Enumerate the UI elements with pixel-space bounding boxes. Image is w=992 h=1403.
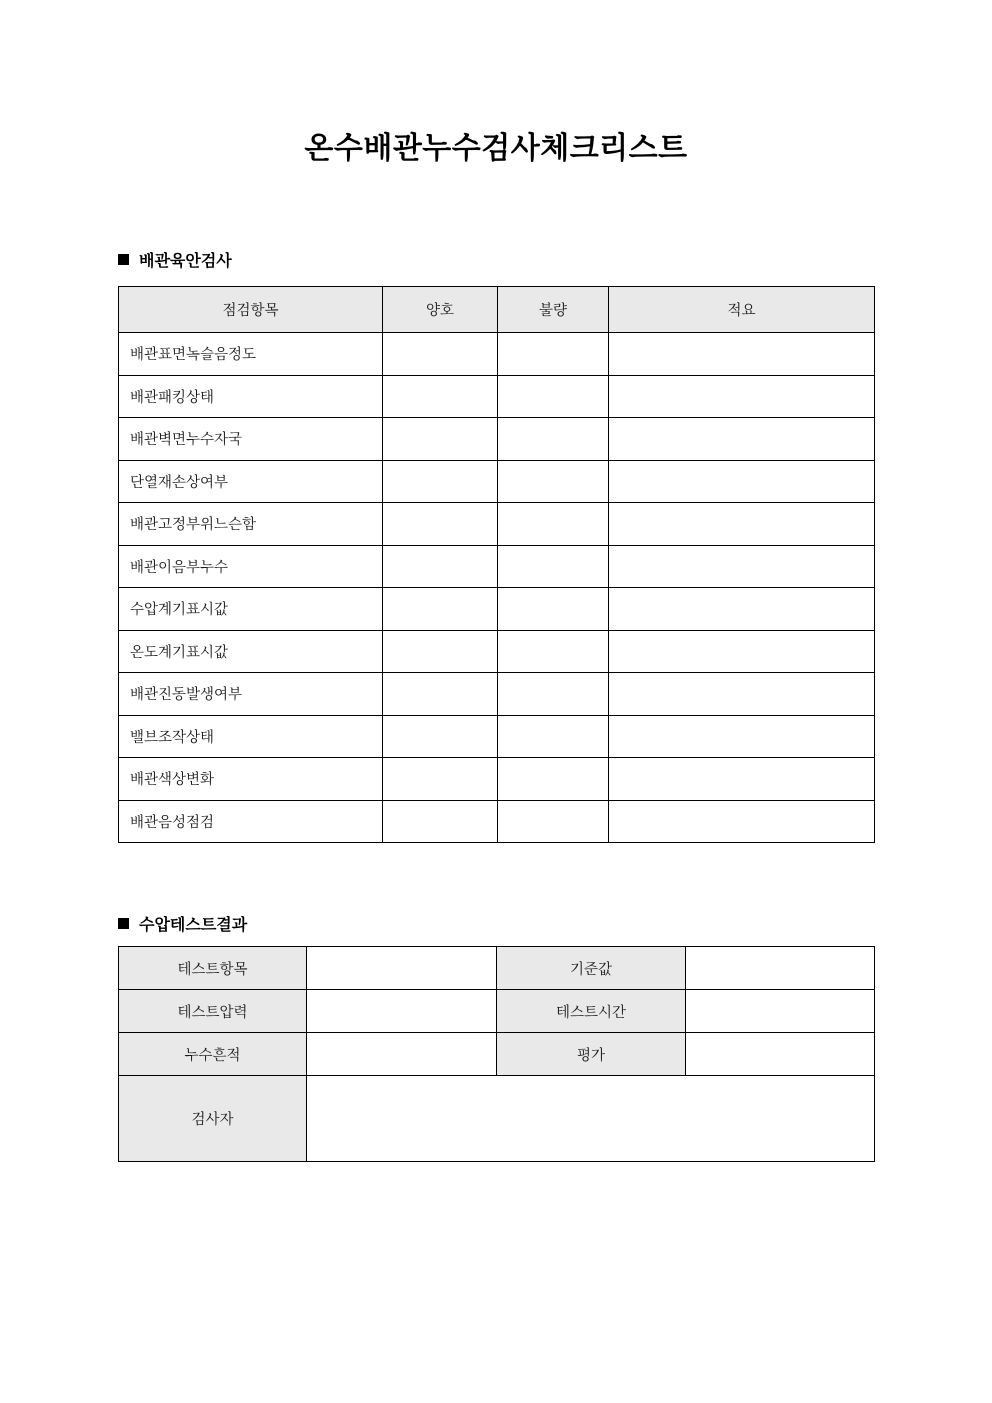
table-row (119, 460, 875, 503)
inspection-item-label: 배관색상변화 (119, 758, 383, 801)
inspector-label: 검사자 (119, 1076, 307, 1162)
pressure-value-left[interactable] (307, 1033, 497, 1076)
inspection-good-cell[interactable] (383, 800, 498, 843)
inspection-good-cell[interactable] (383, 545, 498, 588)
column-header-remark: 적요 (609, 287, 875, 333)
inspection-good-cell[interactable] (383, 758, 498, 801)
table-row (119, 800, 875, 843)
inspection-good-cell[interactable] (383, 333, 498, 376)
section-heading-visual-inspection (118, 248, 232, 271)
pressure-label-right: 기준값 (497, 947, 686, 990)
table-row (119, 375, 875, 418)
pressure-label-right: 평가 (497, 1033, 686, 1076)
table-row (119, 588, 875, 631)
pressure-label-left: 테스트압력 (119, 990, 307, 1033)
inspection-item-label: 단열재손상여부 (119, 460, 383, 503)
table-row (119, 947, 875, 990)
inspection-good-cell[interactable] (383, 418, 498, 461)
inspection-remark-cell[interactable] (609, 418, 875, 461)
table-row (119, 1076, 875, 1162)
inspection-item-label: 배관표면녹슬음정도 (119, 333, 383, 376)
inspection-remark-cell[interactable] (609, 758, 875, 801)
pressure-value-left[interactable] (307, 947, 497, 990)
column-header-bad: 불량 (498, 287, 609, 333)
visual-inspection-table (118, 286, 875, 843)
inspection-remark-cell[interactable] (609, 588, 875, 631)
table-row (119, 758, 875, 801)
page-title: 온수배관누수검사체크리스트 (304, 132, 688, 165)
inspection-good-cell[interactable] (383, 715, 498, 758)
inspection-remark-cell[interactable] (609, 333, 875, 376)
inspection-remark-cell[interactable] (609, 673, 875, 716)
pressure-value-right[interactable] (686, 990, 875, 1033)
table-row (119, 673, 875, 716)
inspection-bad-cell[interactable] (498, 418, 609, 461)
pressure-value-left[interactable] (307, 990, 497, 1033)
section-heading-label: 배관육안검사 (139, 253, 232, 270)
inspection-bad-cell[interactable] (498, 758, 609, 801)
section-heading-pressure-test (118, 912, 247, 935)
inspection-item-label: 온도계기표시값 (119, 630, 383, 673)
column-header-good: 양호 (383, 287, 498, 333)
square-bullet-icon (118, 254, 129, 265)
section-heading-label: 수압테스트결과 (139, 917, 248, 934)
inspection-bad-cell[interactable] (498, 588, 609, 631)
pressure-label-right: 테스트시간 (497, 990, 686, 1033)
table-row (119, 545, 875, 588)
table-row (119, 333, 875, 376)
inspection-good-cell[interactable] (383, 503, 498, 546)
inspection-bad-cell[interactable] (498, 715, 609, 758)
square-bullet-icon (118, 918, 129, 929)
inspection-item-label: 배관벽면누수자국 (119, 418, 383, 461)
inspection-item-label: 수압계기표시값 (119, 588, 383, 631)
table-row (119, 503, 875, 546)
inspection-bad-cell[interactable] (498, 375, 609, 418)
inspection-remark-cell[interactable] (609, 715, 875, 758)
inspection-good-cell[interactable] (383, 630, 498, 673)
inspection-good-cell[interactable] (383, 588, 498, 631)
inspector-signature-field[interactable] (307, 1076, 875, 1162)
inspection-remark-cell[interactable] (609, 630, 875, 673)
pressure-value-right[interactable] (686, 1033, 875, 1076)
inspection-bad-cell[interactable] (498, 333, 609, 376)
table-header-row (119, 287, 875, 333)
inspection-item-label: 배관이음부누수 (119, 545, 383, 588)
inspection-item-label: 밸브조작상태 (119, 715, 383, 758)
inspection-item-label: 배관진동발생여부 (119, 673, 383, 716)
inspection-remark-cell[interactable] (609, 460, 875, 503)
inspection-bad-cell[interactable] (498, 503, 609, 546)
inspection-item-label: 배관고정부위느슨함 (119, 503, 383, 546)
pressure-label-left: 누수흔적 (119, 1033, 307, 1076)
pressure-test-result-table (118, 946, 875, 1162)
inspection-bad-cell[interactable] (498, 545, 609, 588)
inspection-remark-cell[interactable] (609, 800, 875, 843)
inspection-good-cell[interactable] (383, 673, 498, 716)
pressure-label-left: 테스트항목 (119, 947, 307, 990)
inspection-item-label: 배관음성점검 (119, 800, 383, 843)
inspection-remark-cell[interactable] (609, 545, 875, 588)
inspection-bad-cell[interactable] (498, 800, 609, 843)
inspection-remark-cell[interactable] (609, 375, 875, 418)
table-row (119, 630, 875, 673)
table-row (119, 990, 875, 1033)
inspection-bad-cell[interactable] (498, 630, 609, 673)
table-row (119, 418, 875, 461)
column-header-item: 점검항목 (119, 287, 383, 333)
inspection-good-cell[interactable] (383, 375, 498, 418)
inspection-good-cell[interactable] (383, 460, 498, 503)
inspection-item-label: 배관패킹상태 (119, 375, 383, 418)
inspection-bad-cell[interactable] (498, 460, 609, 503)
table-row (119, 1033, 875, 1076)
table-row (119, 715, 875, 758)
inspection-remark-cell[interactable] (609, 503, 875, 546)
pressure-value-right[interactable] (686, 947, 875, 990)
inspection-bad-cell[interactable] (498, 673, 609, 716)
